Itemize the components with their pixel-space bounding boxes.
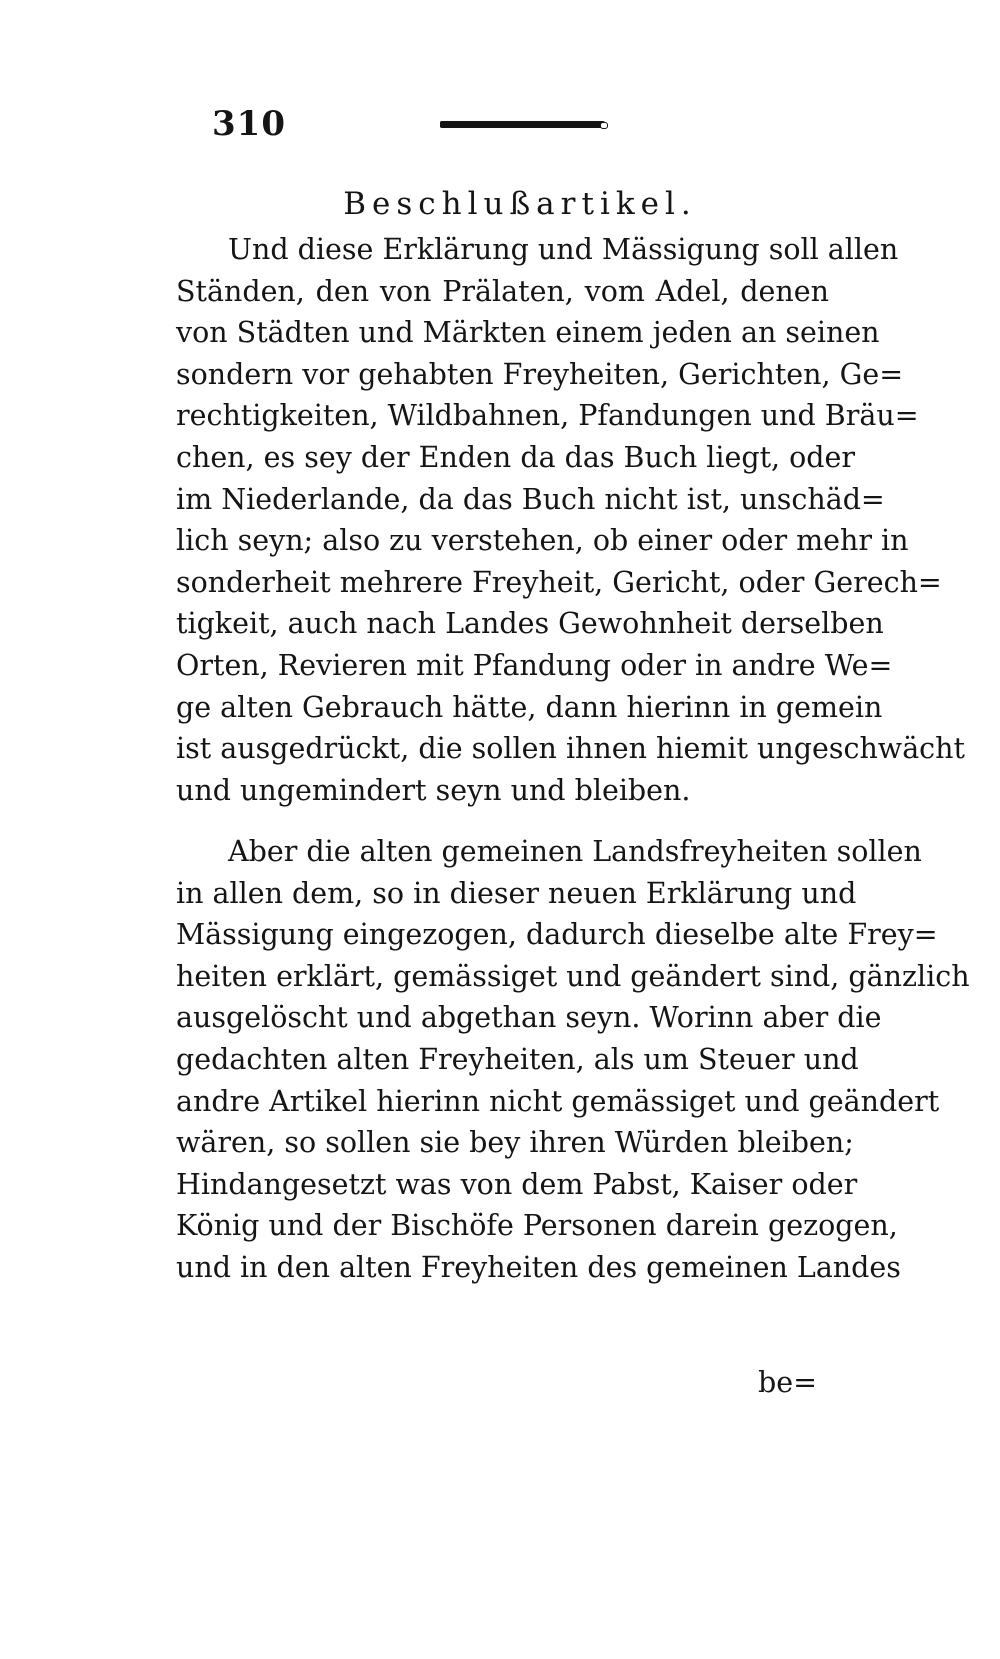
text-line: sondern vor gehabten Freyheiten, Gerichten, Ge= (176, 357, 904, 391)
page-number: 310 (212, 104, 286, 144)
text-line: von Städten und Märkten einem jeden an seinen (176, 316, 880, 350)
text-line: Orten, Revieren mit Pfandung oder in andre We= (176, 649, 893, 682)
text-line: Ständen, den von Prälaten, vom Adel, denen (176, 274, 829, 308)
text-line: lich seyn; also zu verstehen, ob einer oder mehr in (176, 524, 909, 558)
text-line: in allen dem, so in dieser neuen Erklärung und (176, 876, 857, 910)
text-line: sonderheit mehrere Freyheit, Gericht, oder Gerech= (176, 565, 942, 599)
catchword: be= (758, 1366, 817, 1399)
text-line: rechtigkeiten, Wildbahnen, Pfandungen und Bräu= (176, 399, 919, 433)
text-line: ge alten Gebrauch hätte, dann hierinn in gemein (176, 690, 883, 724)
header-rule (440, 121, 606, 128)
text-line: gedachten alten Freyheiten, als um Steuer und (176, 1043, 859, 1076)
text-line: chen, es sey der Enden da das Buch liegt, oder (176, 441, 856, 474)
text-line: ausgelöscht und abgethan seyn. Worinn aber die (176, 1001, 882, 1035)
text-line: und in den alten Freyheiten des gemeinen Landes (176, 1251, 901, 1284)
text-line: andre Artikel hierinn nicht gemässiget und geändert (176, 1084, 940, 1118)
text-line: heiten erklärt, gemässiget und geändert sind, gänzlich (176, 959, 970, 993)
text-line: tigkeit, auch nach Landes Gewohnheit derselben (176, 607, 884, 641)
text-line: Hindangesetzt was von dem Pabst, Kaiser oder (176, 1167, 858, 1201)
text-line: und ungemindert seyn und bleiben. (176, 773, 691, 807)
section-heading: Beschlußartikel. (343, 186, 697, 222)
text-line: im Niederlande, da das Buch nicht ist, unschäd= (176, 482, 885, 516)
text-line: Und diese Erklärung und Mässigung soll allen (228, 233, 899, 266)
text-line: Mässigung eingezogen, dadurch dieselbe alte Frey= (176, 918, 938, 952)
text-line: König und der Bischöfe Personen darein gezogen, (176, 1209, 898, 1243)
text-line: wären, so sollen sie bey ihren Würden bleiben; (176, 1126, 854, 1160)
text-line: ist ausgedrückt, die sollen ihnen hiemit ungeschwächt (176, 732, 965, 766)
text-line: Aber die alten gemeinen Landsfreyheiten sollen (228, 835, 922, 868)
